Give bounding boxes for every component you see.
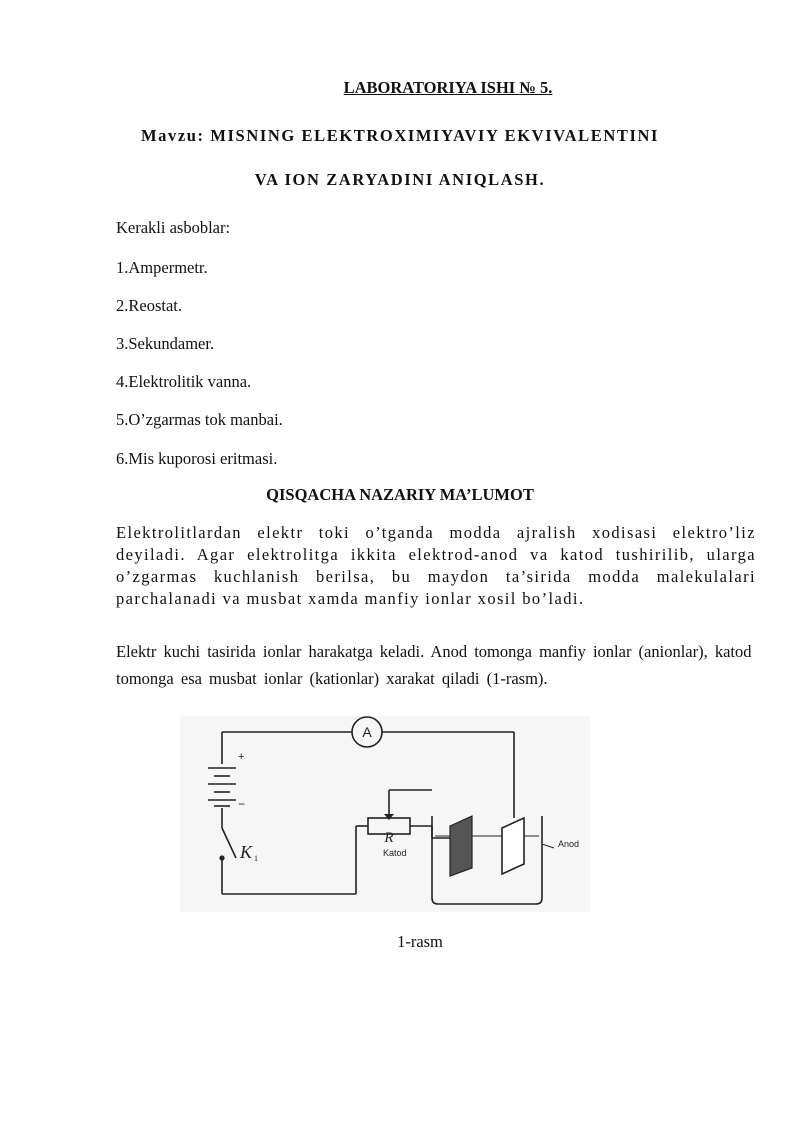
equipment-item: 5.O’zgarmas tok manbai. xyxy=(116,410,283,429)
rheostat-symbol: R xyxy=(384,830,394,846)
equipment-item: 6.Mis kuporosi eritmasi. xyxy=(116,449,278,468)
equipment-heading: Kerakli asboblar: xyxy=(116,218,231,237)
switch-subscript: 1 xyxy=(254,854,258,863)
switch-label: K xyxy=(240,842,253,862)
theory-paragraph-2: Elektr kuchi tasirida ionlar harakatga keladi. Anod tomonga manfiy ionlar (anionlar), katod tomonga esa musbat ionlar (kationlar) xarakat qiladi (1-rasm). xyxy=(116,642,752,688)
katod-label: Katod xyxy=(383,848,407,858)
electrolysis-circuit-diagram xyxy=(180,716,590,912)
theory-paragraph-1: Elektrolitlardan elektr toki o’tganda modda ajralish xodisasi elektro’liz deyiladi. Agar elektrolitga ikkita elektrod-anod va katod tushirilib, ularga o’zgarmas kuchlanish berilsa, bu maydon ta’sirida modda malekulalari parchalanadi va musbat xamda manfiy ionlar xosil bo’ladi. xyxy=(116,523,756,608)
equipment-item: 1.Ampermetr. xyxy=(116,258,208,277)
anod-label: Anod xyxy=(558,839,580,849)
battery-minus-sign: − xyxy=(238,797,246,811)
figure-caption: 1-rasm xyxy=(397,932,443,951)
theory-heading: QISQACHA NAZARIY MA’LUMOT xyxy=(266,485,534,504)
subject-line-1: Mavzu: MISNING ELEKTROXIMIYAVIY EKVIVALENTINI xyxy=(140,126,660,145)
equipment-item: 3.Sekundamer. xyxy=(116,334,215,353)
subject-line-2: VA ION ZARYADINI ANIQLASH. xyxy=(254,170,546,189)
equipment-item: 2.Reostat. xyxy=(116,296,182,315)
battery-plus-sign: + xyxy=(238,751,245,763)
equipment-item: 4.Elektrolitik vanna. xyxy=(116,372,252,391)
cathode-plate xyxy=(450,816,472,876)
ammeter-symbol: A xyxy=(362,724,372,740)
lab-title: LABORATORIYA ISHI № 5. xyxy=(343,78,553,97)
